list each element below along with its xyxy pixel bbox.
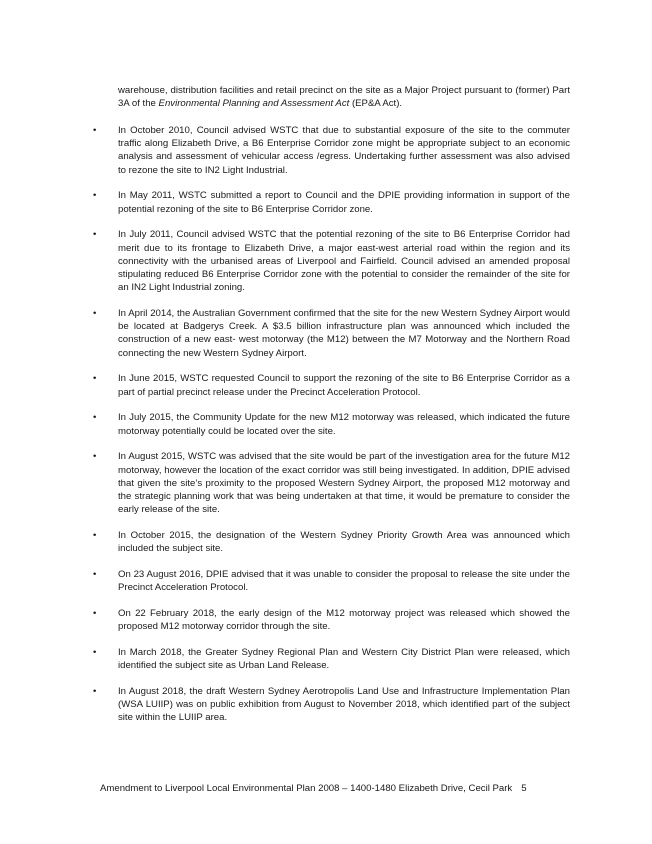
- bullet-dot-icon: •: [93, 530, 97, 542]
- bullet-text: On 23 August 2016, DPIE advised that it was unable to consider the proposal to release the site under the Precinct Acceleration Protocol.: [118, 569, 570, 594]
- intro-text-after: (EP&A Act).: [349, 98, 403, 110]
- bullet-item: [0, 307, 652, 360]
- page-footer: [100, 783, 552, 795]
- bullet-item: [0, 646, 652, 672]
- bullet-item: [0, 228, 652, 294]
- bullet-dot-icon: •: [93, 125, 97, 136]
- bullet-dot-icon: •: [93, 190, 97, 202]
- bullet-text: On 22 February 2018, the early design of the M12 motorway project was released which showed the proposed M12 motorway corridor through the site.: [118, 608, 570, 633]
- bullet-dot-icon: •: [93, 569, 97, 581]
- bullet-item: [0, 372, 652, 398]
- bullet-item: [0, 685, 652, 725]
- bullet-text: In March 2018, the Greater Sydney Regional Plan and Western City District Plan were released, which identified the subject site as Urban Land Release.: [118, 647, 570, 672]
- bullet-text: In July 2015, the Community Update for the new M12 motorway was released, which indicated the future motorway potentially could be located over the site.: [118, 412, 570, 437]
- timeline-bullet-list: [0, 124, 652, 737]
- bullet-text: In October 2010, Council advised WSTC that due to substantial exposure of the site to the commuter traffic along Elizabeth Drive, a B6 Enterprise Corridor zone might be appropriate subject to an economic analysis and assessment of vehicular access /egress. Undertaking further assessment was also advised to rezone the site to IN2 Light Industrial.: [118, 125, 570, 176]
- intro-text-before: warehouse, distribution facilities and retail precinct on the site as a Major Project pursuant to (former) Part 3A of the: [118, 85, 570, 110]
- bullet-text: In August 2018, the draft Western Sydney Aerotropolis Land Use and Infrastructure Implementation Plan (WSA LUIIP) was on public exhibition from August to November 2018, which identified part of the subject site within the LUIIP area.: [118, 686, 570, 724]
- bullet-dot-icon: •: [93, 647, 97, 659]
- footer-title: Amendment to Liverpool Local Environmental Plan 2008 – 1400-1480 Elizabeth Drive, Cecil Park: [100, 783, 513, 794]
- bullet-text: In August 2015, WSTC was advised that the site would be part of the investigation area for the future M12 motorway, however the location of the exact corridor was still being investigated. In addition, DPIE advised that given the site’s proximity to the proposed Western Sydney Airport, the proposed M12 motorway and the strategic planning work that was being undertaken at that time, it would be premature to consider the early release of the site.: [118, 451, 570, 516]
- act-name: Environmental Planning and Assessment Act: [158, 98, 350, 110]
- bullet-text: In April 2014, the Australian Government confirmed that the site for the new Western Sydney Airport would be located at Badgerys Creek. A $3.5 billion infrastructure plan was announced which included the construction of a new east- west motorway (the M12) between the M7 Motorway and the Northern Road connecting the new Western Sydney Airport.: [118, 308, 570, 359]
- bullet-dot-icon: •: [93, 308, 97, 320]
- bullet-text: In May 2011, WSTC submitted a report to Council and the DPIE providing information in support of the potential rezoning of the site to B6 Enterprise Corridor zone.: [118, 190, 570, 215]
- intro-paragraph: [118, 84, 570, 110]
- bullet-item: [0, 411, 652, 437]
- bullet-text: In October 2015, the designation of the Western Sydney Priority Growth Area was announced which included the subject site.: [118, 530, 570, 555]
- bullet-item: [0, 189, 652, 215]
- bullet-dot-icon: •: [93, 229, 97, 241]
- bullet-item: [0, 450, 652, 516]
- bullet-item: [0, 124, 652, 177]
- bullet-dot-icon: •: [93, 412, 97, 424]
- bullet-dot-icon: •: [93, 686, 97, 698]
- bullet-dot-icon: •: [93, 608, 97, 620]
- bullet-item: [0, 529, 652, 555]
- bullet-item: [0, 607, 652, 633]
- bullet-dot-icon: •: [93, 451, 97, 463]
- page-number: 5: [521, 783, 527, 794]
- bullet-text: In July 2011, Council advised WSTC that the potential rezoning of the site to B6 Enterprise Corridor had merit due to its frontage to Elizabeth Drive, a major east-west arterial road within the region and its connectivity with the urbanised areas of Liverpool and Fairfield. Council advised an amended proposal stipulating reduced B6 Enterprise Corridor zone with the potential to consider the remainder of the site for an IN2 Light Industrial zoning.: [118, 229, 570, 294]
- bullet-item: [0, 568, 652, 594]
- bullet-text: In June 2015, WSTC requested Council to support the rezoning of the site to B6 Enterprise Corridor as a part of partial precinct release under the Precinct Acceleration Protocol.: [118, 373, 570, 398]
- bullet-dot-icon: •: [93, 373, 97, 385]
